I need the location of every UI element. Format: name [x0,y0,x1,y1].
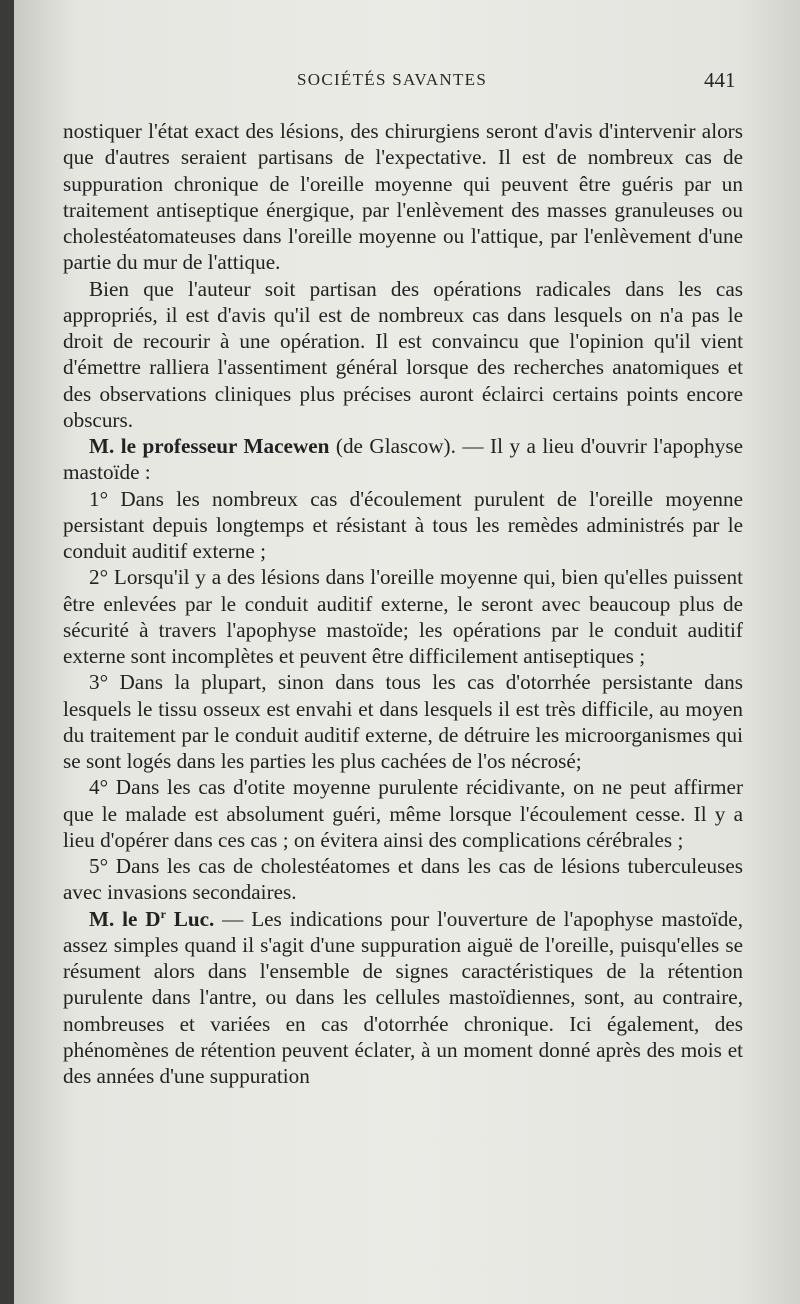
running-head: SOCIÉTÉS SAVANTES [297,70,488,89]
body-text [63,118,743,1089]
paragraph-text: 5° Dans les cas de cholestéatomes et dans les cas de lésions tuberculeuses avec invasions secondaires. [63,854,743,905]
list-item-3 [63,669,743,774]
paragraph-1 [63,118,743,276]
paragraph-text: 1° Dans les nombreux cas d'écoulement purulent de l'oreille moyenne persistant depuis longtemps et résistant à tous les remèdes administrés par le conduit auditif externe ; [63,486,743,563]
list-item-5 [63,853,743,906]
paragraph-2 [63,276,743,434]
paragraph-text: 4° Dans les cas d'otite moyenne purulente récidivante, on ne peut affirmer que le malade est absolument guéri, même lorsque l'écoulement cesse. Il y a lieu d'opérer dans ces cas ; on évitera ainsi des complications cérébrales ; [63,775,743,852]
speaker-name: M. le professeur Macewen [89,434,330,458]
paragraph-text: — Les indications pour l'ouverture de l'apophyse mastoïde, assez simples quand il s'agit d'une suppuration aiguë de l'oreille, puisqu'elles se résument alors dans l'ensemble de signes caractéristiques de la rétention purulente dans l'antre, ou dans les cellules mastoïdiennes, sont, au contraire, nombreuses et variées en cas d'otorrhée chronique. Ici également, des phénomènes de rétention peuvent éclater, à un moment donné après des mois et des années d'une suppuration [63,906,743,1088]
page-header [14,70,800,100]
paragraph-text: 2° Lorsqu'il y a des lésions dans l'oreille moyenne qui, bien qu'elles puissent être enlevées par le conduit auditif externe, le seront avec beaucoup plus de sécurité à travers l'apophyse mastoïde; les opérations par le conduit auditif externe sont incomplètes et peuvent être difficilement antiseptiques ; [63,565,743,668]
speaker-name [89,907,214,931]
paragraph-text: nostiquer l'état exact des lésions, des chirurgiens seront d'avis d'intervenir alors que d'autres seraient partisans de l'expectative. Il est de nombreux cas de suppuration chronique de l'oreille moyenne qui peuvent être guéris par un traitement antiseptique énergique, par l'enlèvement des masses granuleuses ou cholestéatomateuses dans l'oreille moyenne ou l'attique, par l'enlèvement d'une partie du mur de l'attique. [63,119,743,275]
list-item-4 [63,774,743,853]
list-item-1 [63,486,743,565]
book-page [14,0,800,1304]
list-item-2 [63,564,743,669]
paragraph-text: 3° Dans la plupart, sinon dans tous les cas d'otorrhée persistante dans lesquels le tissu osseux est envahi et dans lesquels il est très difficile, au moyen du traitement par le conduit auditif externe, de détruire les microorganismes qui se sont logés dans les parties les plus cachées de l'os nécrosé; [63,670,743,773]
paragraph-text: (de Glascow). — Il y a lieu d'ouvrir l'apophyse mastoïde : [63,434,744,485]
paragraph-luc [63,906,743,1090]
speaker-title-superscript: r [160,906,166,921]
paragraph-text: Bien que l'auteur soit partisan des opérations radicales dans les cas appropriés, il est d'avis qu'il est de nombreux cas dans lesquels on n'a pas le droit de recourir à une opération. Il est convaincu que l'opinion qu'il vient d'émettre ralliera l'assentiment général lorsque des recherches anatomiques et des observations cliniques plus précises auront éclairci certains points encore obscurs. [63,276,743,432]
page-number: 441 [704,68,736,92]
speaker-surname: Luc. [165,906,215,931]
speaker-title: M. le D [89,906,161,931]
paragraph-macewen [63,433,743,486]
